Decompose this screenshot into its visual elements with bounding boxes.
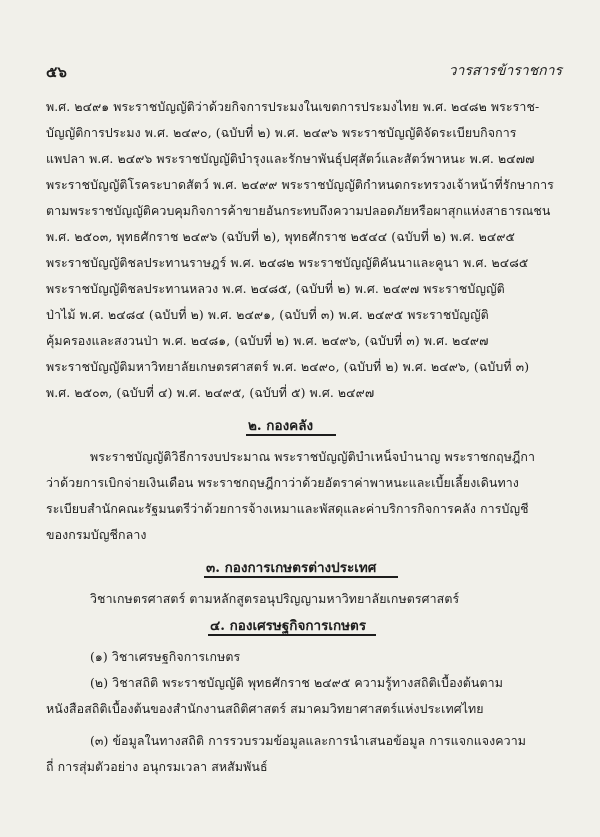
text-line: หนังสือสถิติเบื้องต้นของสำนักงานสถิติศาสตร์ สมาคมวิทยาศาสตร์แห่งประเทศไทย — [46, 701, 484, 716]
text-line: พระราชบัญญัติโรคระบาดสัตว์ พ.ศ. ๒๔๙๙ พระราชบัญญัติกำหนดกระทรวงเจ้าหน้าที่รักษาการ — [46, 177, 554, 192]
text-line: ตามพระราชบัญญัติควบคุมกิจการค้าขายอันกระทบถึงความปลอดภัยหรือผาสุกแห่งสาธารณชน — [46, 203, 551, 218]
running-header-title: วารสารข้าราชการ — [448, 63, 562, 79]
text-line: (๑) วิชาเศรษฐกิจการเกษตร — [90, 649, 241, 664]
text-line: ว่าด้วยการเบิกจ่ายเงินเดือน พระราชกฤษฎีกาว่าด้วยอัตราค่าพาหนะและเบี้ยเลี้ยงเดินทาง — [46, 475, 519, 490]
section-heading-foreign-agriculture: ๓. กองการเกษตรต่างประเทศ — [206, 560, 377, 576]
text-line: พ.ศ. ๒๕๐๓, พุทธศักราช ๒๔๙๖ (ฉบับที่ ๒), พุทธศักราช ๒๕๔๔ (ฉบับที่ ๒) พ.ศ. ๒๔๙๕ — [46, 229, 516, 244]
text-line: ป่าไม้ พ.ศ. ๒๔๘๔ (ฉบับที่ ๒) พ.ศ. ๒๔๙๑, (ฉบับที่ ๓) พ.ศ. ๒๔๙๕ พระราชบัญญัติ — [46, 307, 489, 322]
text-line: ถี่ การสุ่มตัวอย่าง อนุกรมเวลา สหสัมพันธ์ — [46, 759, 268, 774]
page-number: ๕๖ — [46, 63, 67, 81]
text-line: พระราชบัญญัติวิธีการงบประมาณ พระราชบัญญัติบำเหน็จบำนาญ พระราชกฤษฎีกา — [90, 449, 536, 464]
text-line: บัญญัติการประมง พ.ศ. ๒๔๙๐, (ฉบับที่ ๒) พ.ศ. ๒๔๙๖ พระราชบัญญัติจัดระเบียบกิจการ — [46, 125, 517, 140]
heading-underline — [204, 576, 398, 578]
text-line: พ.ศ. ๒๕๐๓, (ฉบับที่ ๔) พ.ศ. ๒๔๙๕, (ฉบับที่ ๕) พ.ศ. ๒๔๙๗ — [46, 385, 375, 400]
text-line: พ.ศ. ๒๔๙๑ พระราชบัญญัติว่าด้วยกิจการประมงในเขตการประมงไทย พ.ศ. ๒๔๘๒ พระราช- — [46, 99, 540, 114]
section-heading-finance: ๒. กองคลัง — [248, 418, 314, 434]
text-line: แพปลา พ.ศ. ๒๔๙๖ พระราชบัญญัติบำรุงและรักษาพันธุ์ปศุสัตว์และสัตว์พาหนะ พ.ศ. ๒๔๗๗ — [46, 151, 535, 166]
text-line: พระราชบัญญัติชลประทานหลวง พ.ศ. ๒๔๘๕, (ฉบับที่ ๒) พ.ศ. ๒๔๙๗ พระราชบัญญัติ — [46, 281, 505, 296]
section-heading-agricultural-economics: ๔. กองเศรษฐกิจการเกษตร — [210, 618, 367, 634]
text-line: พระราชบัญญัติมหาวิทยาลัยเกษตรศาสตร์ พ.ศ. ๒๔๙๐, (ฉบับที่ ๒) พ.ศ. ๒๔๙๖, (ฉบับที่ ๓) — [46, 359, 530, 374]
heading-underline — [246, 434, 336, 436]
text-line: คุ้มครองและสงวนป่า พ.ศ. ๒๔๘๑, (ฉบับที่ ๒) พ.ศ. ๒๔๙๖, (ฉบับที่ ๓) พ.ศ. ๒๔๙๗ — [46, 333, 489, 348]
text-line: พระราชบัญญัติชลประทานราษฎร์ พ.ศ. ๒๔๘๒ พระราชบัญญัติคันนาและคูนา พ.ศ. ๒๔๘๕ — [46, 255, 529, 270]
text-line: ระเบียบสำนักคณะรัฐมนตรีว่าด้วยการจ้างเหมาและพัสดุและค่าบริการกิจการคลัง การบัญชี — [46, 501, 529, 516]
heading-underline — [208, 634, 376, 636]
text-line: วิชาเกษตรศาสตร์ ตามหลักสูตรอนุปริญญามหาวิทยาลัยเกษตรศาสตร์ — [90, 591, 460, 606]
text-line: (๓) ข้อมูลในทางสถิติ การรวบรวมข้อมูลและการนำเสนอข้อมูล การแจกแจงความ — [90, 733, 527, 748]
text-line: (๒) วิชาสถิติ พระราชบัญญัติ พุทธศักราช ๒๔๙๕ ความรู้ทางสถิติเบื้องต้นตาม — [90, 675, 503, 690]
text-line: ของกรมบัญชีกลาง — [46, 527, 147, 542]
